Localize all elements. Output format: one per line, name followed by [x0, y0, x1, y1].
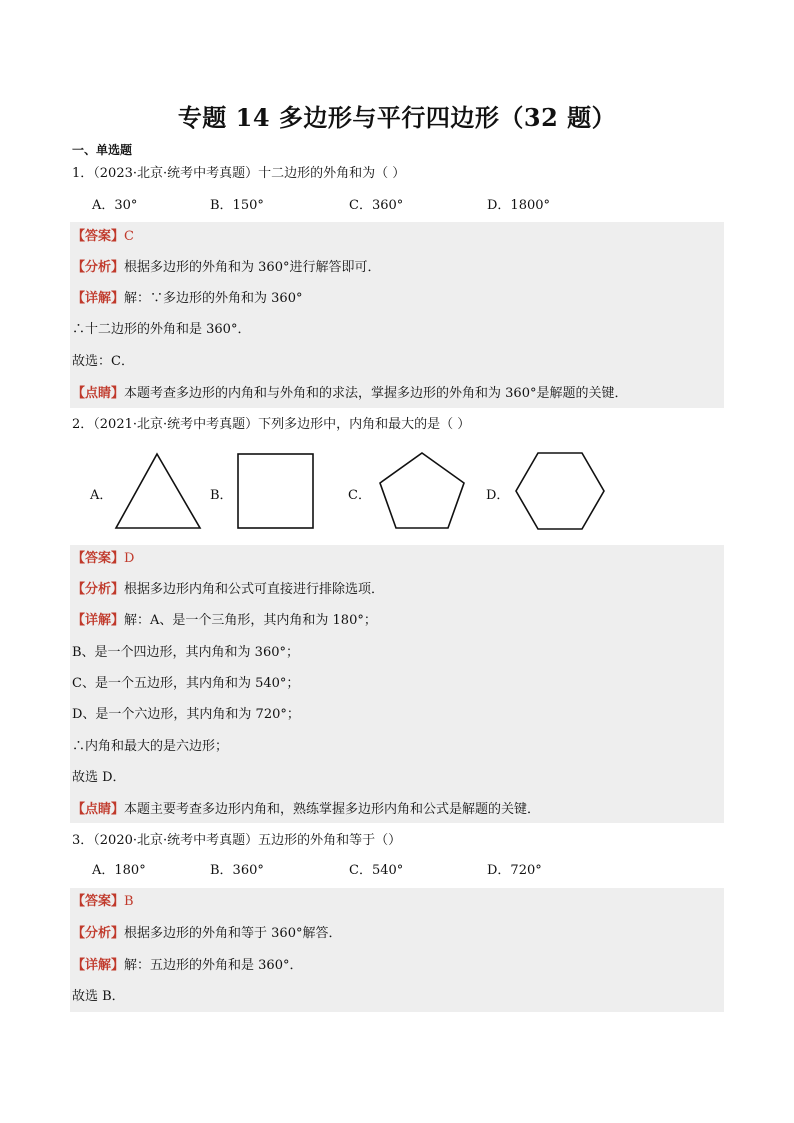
question-1-options	[92, 197, 712, 215]
option-a[interactable]: A．180°	[92, 863, 146, 878]
pentagon-figure	[378, 450, 468, 532]
detail-row	[72, 957, 302, 975]
detail-text: 解：A、是一个三角形，其内角和为 180°；	[124, 613, 377, 628]
option-a[interactable]: A．30°	[92, 198, 138, 213]
detail-tag: 【详解】	[72, 613, 125, 628]
comment-row	[72, 801, 540, 819]
answer-row	[72, 228, 134, 246]
square-figure	[236, 452, 316, 532]
detail-tag: 【详解】	[72, 291, 125, 306]
answer-tag: 【答案】	[72, 229, 125, 244]
choose-row: 故选：C．	[72, 354, 134, 369]
detail-text: 解：五边形的外角和是 360°．	[124, 958, 303, 973]
solution-box-1	[70, 222, 724, 408]
comment-text: 本题主要考查多边形内角和，熟练掌握多边形内角和公式是解题的关键．	[124, 802, 541, 817]
analysis-tag: 【分析】	[72, 260, 125, 275]
shape-label-b[interactable]: B．	[210, 488, 233, 503]
comment-tag: 【点睛】	[72, 386, 125, 401]
choose-row: 故选 B．	[72, 989, 125, 1004]
analysis-tag: 【分析】	[72, 926, 125, 941]
analysis-row	[72, 581, 384, 599]
answer-row	[72, 893, 134, 911]
comment-text: 本题考查多边形的内角和与外角和的求法，掌握多边形的外角和为 360°是解题的关键．	[124, 386, 628, 401]
detail-row-3: C、是一个五边形，其内角和为 540°；	[72, 676, 300, 691]
solution-box-3	[70, 888, 724, 1012]
detail-text: 解：∵多边形的外角和为 360°	[124, 291, 303, 306]
option-d[interactable]: D．1800°	[487, 198, 551, 213]
question-1-stem: 1．（2023·北京·统考中考真题）十二边形的外角和为（ ）	[72, 166, 406, 181]
detail-row-4: D、是一个六边形，其内角和为 720°；	[72, 707, 300, 722]
analysis-row	[72, 259, 380, 277]
answer-value: B	[124, 894, 134, 909]
option-c[interactable]: C．360°	[349, 198, 404, 213]
hexagon-figure	[512, 450, 608, 532]
answer-value: D	[124, 551, 135, 566]
analysis-text: 根据多边形内角和公式可直接进行排除选项．	[124, 582, 385, 597]
option-b[interactable]: B．360°	[210, 863, 264, 878]
question-2-shapes	[72, 446, 632, 542]
choose-row: 故选 D．	[72, 770, 126, 785]
shape-label-a[interactable]: A．	[90, 488, 113, 503]
triangle-figure	[114, 452, 204, 532]
detail-row-2: ∴十二边形的外角和是 360°．	[72, 322, 251, 337]
comment-tag: 【点睛】	[72, 802, 125, 817]
analysis-text: 根据多边形的外角和为 360°进行解答即可．	[124, 260, 381, 275]
shape-label-c[interactable]: C．	[348, 488, 371, 503]
detail-row-2: B、是一个四边形，其内角和为 360°；	[72, 645, 299, 660]
answer-row	[72, 550, 134, 568]
detail-row-5: ∴内角和最大的是六边形；	[72, 739, 229, 754]
answer-tag: 【答案】	[72, 894, 125, 909]
option-d[interactable]: D．720°	[487, 863, 542, 878]
question-2-stem: 2．（2021·北京·统考中考真题）下列多边形中，内角和最大的是（ ）	[72, 417, 471, 432]
detail-row	[72, 612, 377, 630]
section-heading: 一、单选题	[72, 143, 133, 157]
comment-row	[72, 385, 627, 403]
answer-tag: 【答案】	[72, 551, 125, 566]
option-c[interactable]: C．540°	[349, 863, 404, 878]
option-b[interactable]: B．150°	[210, 198, 264, 213]
detail-tag: 【详解】	[72, 958, 125, 973]
question-3-stem: 3．（2020·北京·统考中考真题）五边形的外角和等于（）	[72, 833, 402, 848]
question-3-options	[92, 862, 712, 880]
answer-value: C	[124, 229, 134, 244]
analysis-row	[72, 925, 341, 943]
shape-label-d[interactable]: D．	[486, 488, 510, 503]
page-title: 专题 14 多边形与平行四边形（32 题）	[177, 103, 617, 132]
analysis-tag: 【分析】	[72, 582, 125, 597]
detail-row	[72, 290, 302, 308]
analysis-text: 根据多边形的外角和等于 360°解答．	[124, 926, 342, 941]
